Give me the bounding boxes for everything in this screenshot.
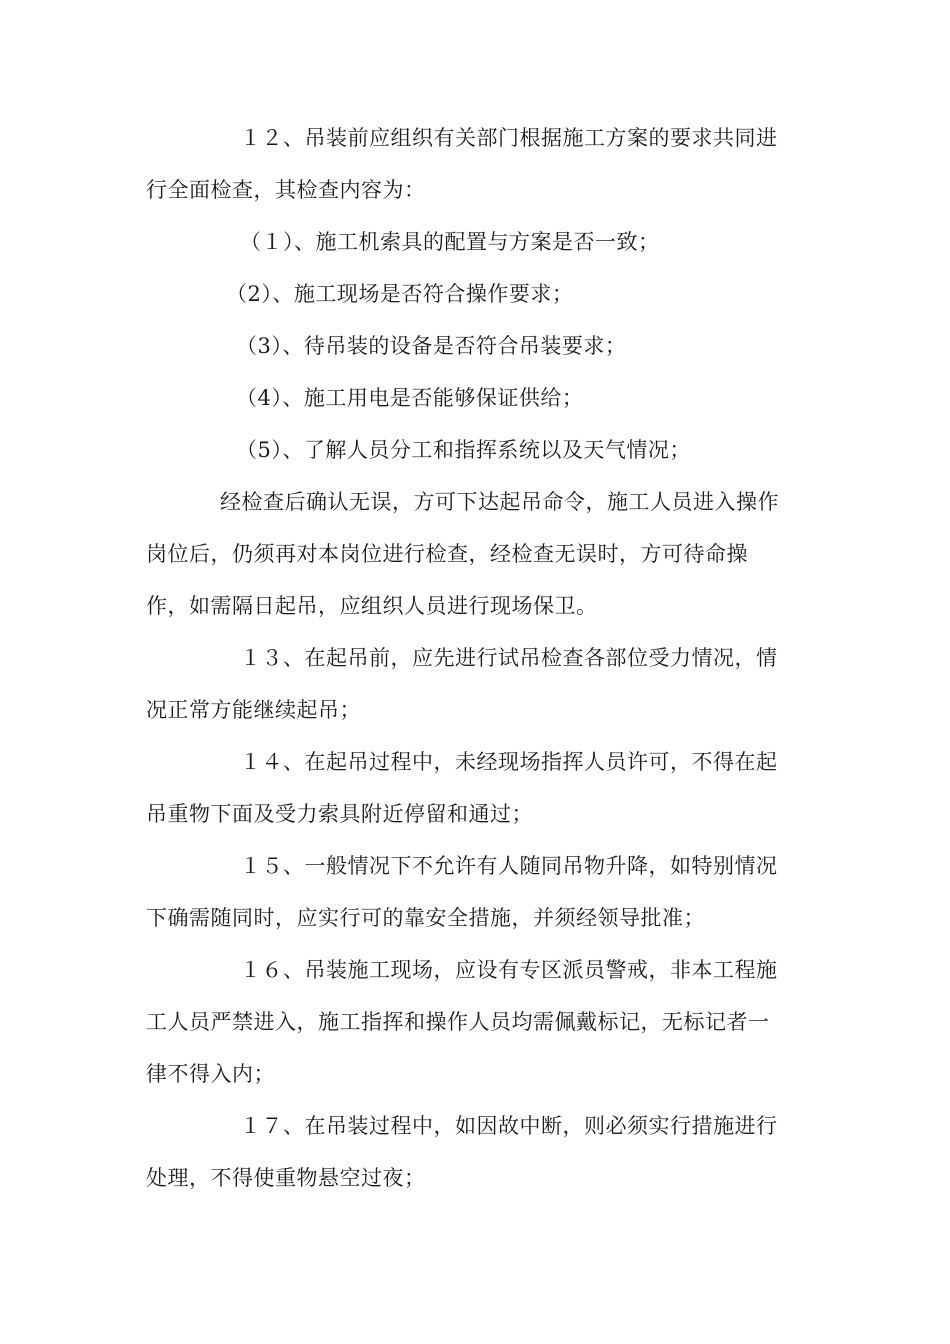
text-line: 律不得入内； — [146, 1062, 275, 1086]
text-line: 经检查后确认无误，方可下达起吊命令，施工人员进入操作 — [220, 490, 779, 514]
text-line: １４、在起吊过程中，未经现场指挥人员许可，不得在起 — [240, 750, 778, 774]
text-line: １３、在起吊前，应先进行试吊检查各部位受力情况，情 — [240, 646, 778, 670]
text-line: （4）、施工用电是否能够保证供给； — [236, 386, 584, 410]
text-line: １７、在吊装过程中，如因故中断，则必须实行措施进行 — [240, 1114, 778, 1138]
text-line: （2）、施工现场是否符合操作要求； — [226, 282, 574, 306]
text-line: １６、吊装施工现场，应设有专区派员警戒，非本工程施 — [240, 958, 778, 982]
text-line: 吊重物下面及受力索具附近停留和通过； — [146, 802, 533, 826]
text-line: 作，如需隔日起吊，应组织人员进行现场保卫。 — [146, 594, 598, 618]
text-line: （5）、了解人员分工和指挥系统以及天气情况； — [236, 438, 691, 462]
text-line: 况正常方能继续起吊； — [146, 698, 361, 722]
text-line: １２、吊装前应组织有关部门根据施工方案的要求共同进 — [240, 126, 778, 150]
text-line: 处理，不得使重物悬空过夜； — [146, 1166, 426, 1190]
text-line: （１）、施工机索具的配置与方案是否一致； — [240, 230, 660, 254]
text-line: 岗位后，仍须再对本岗位进行检查，经检查无误时，方可待命操 — [146, 542, 748, 566]
text-line: 下确需随同时，应实行可的靠安全措施，并须经领导批准； — [146, 906, 705, 930]
text-line: 行全面检查，其检查内容为： — [146, 178, 426, 202]
text-line: 工人员严禁进入，施工指挥和操作人员均需佩戴标记，无标记者一 — [146, 1010, 770, 1034]
text-line: （3）、待吊装的设备是否符合吊装要求； — [236, 334, 627, 358]
text-line: １５、一般情况下不允许有人随同吊物升降，如特别情况 — [240, 854, 778, 878]
